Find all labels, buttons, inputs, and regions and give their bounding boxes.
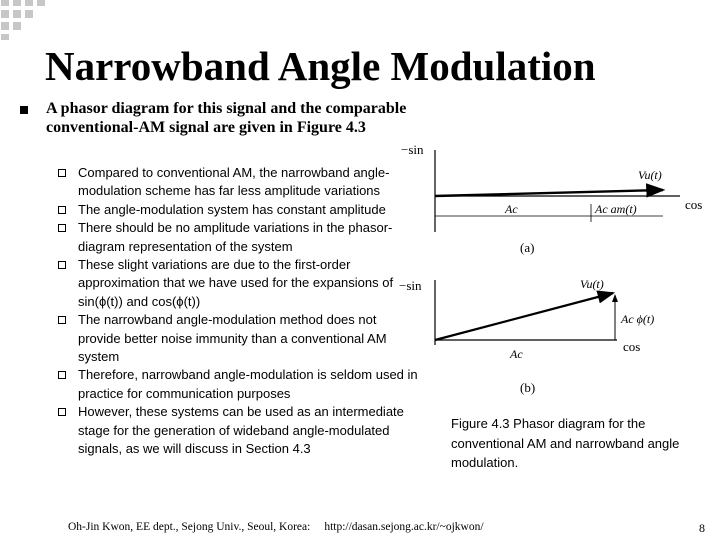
sub-bullet-text: Therefore, narrowband angle-modulation is seldom used in practice for communication purposes	[78, 367, 418, 401]
sub-bullet-text: The narrowband angle-modulation method does not provide better noise immunity than a conventional AM system	[78, 312, 387, 365]
checkbox-bullet-icon	[58, 206, 66, 214]
sub-bullet-item	[58, 201, 418, 219]
slide-title: Narrowband Angle Modulation	[45, 43, 596, 89]
sub-bullet-item	[58, 366, 418, 403]
slide-footer	[68, 521, 484, 533]
checkbox-bullet-icon	[58, 408, 66, 416]
sub-bullet-text: These slight variations are due to the first-order approximation that we have used for the expansions of sin(ϕ(t)) and cos(ϕ(t))	[78, 257, 394, 309]
panel-b-vu-label: Vu(t)	[580, 277, 604, 291]
sub-bullet-list	[58, 164, 418, 459]
footer-url-link[interactable]: http://dasan.sejong.ac.kr/~ojkwon/	[324, 521, 484, 533]
sub-bullet-item	[58, 219, 418, 256]
sub-bullet-text: However, these systems can be used as an intermediate stage for the generation of wideband angle-modulated signals, as we will discuss in Section 4.3	[78, 404, 404, 457]
panel-a-caption: (a)	[520, 240, 535, 255]
main-bullet-text: A phasor diagram for this signal and the comparable conventional-AM signal are given in Figure 4.3	[46, 100, 407, 136]
checkbox-bullet-icon	[58, 224, 66, 232]
panel-b-caption: (b)	[520, 380, 536, 395]
footer-author: Oh-Jin Kwon, EE dept., Sejong Univ., Seoul, Korea:	[68, 521, 311, 533]
checkbox-bullet-icon	[58, 316, 66, 324]
phasor-panel-a	[401, 142, 702, 255]
phasor-diagram	[395, 140, 715, 410]
sub-bullet-text: There should be no amplitude variations in the phasor-diagram representation of the system	[78, 220, 393, 254]
panel-a-acam-label: Ac am(t)	[595, 202, 637, 216]
sub-bullet-item	[58, 164, 418, 201]
sub-bullet-text: The angle-modulation system has constant amplitude	[78, 201, 386, 217]
panel-a-ac-label: Ac	[505, 202, 518, 216]
main-bullet-marker	[20, 106, 28, 114]
panel-b-phi-phasor	[435, 293, 613, 340]
panel-a-sin-label: −sin	[401, 142, 424, 157]
panel-b-sin-label: −sin	[399, 278, 422, 293]
sub-bullet-text: Compared to conventional AM, the narrowband angle-modulation scheme has far less amplitude variations	[78, 165, 390, 199]
phasor-panel-b	[399, 277, 654, 395]
checkbox-bullet-icon	[58, 261, 66, 269]
panel-b-ac-label: Ac	[510, 347, 523, 361]
page-number: 8	[699, 521, 705, 535]
panel-a-cos-label: cos	[685, 197, 703, 212]
checkbox-bullet-icon	[58, 371, 66, 379]
sub-bullet-item	[58, 403, 418, 458]
panel-a-am-phasor	[435, 190, 663, 196]
corner-decoration	[0, 0, 60, 40]
sub-bullet-item	[58, 256, 418, 311]
figure-caption: Figure 4.3 Phasor diagram for the conventional AM and narrowband angle modulation.	[451, 416, 680, 470]
sub-bullet-item	[58, 311, 418, 366]
panel-b-cos-label: cos	[623, 339, 641, 354]
checkbox-bullet-icon	[58, 169, 66, 177]
panel-a-vu-label: Vu(t)	[638, 168, 662, 182]
panel-b-acphi-label: Ac ϕ(t)	[621, 312, 655, 326]
